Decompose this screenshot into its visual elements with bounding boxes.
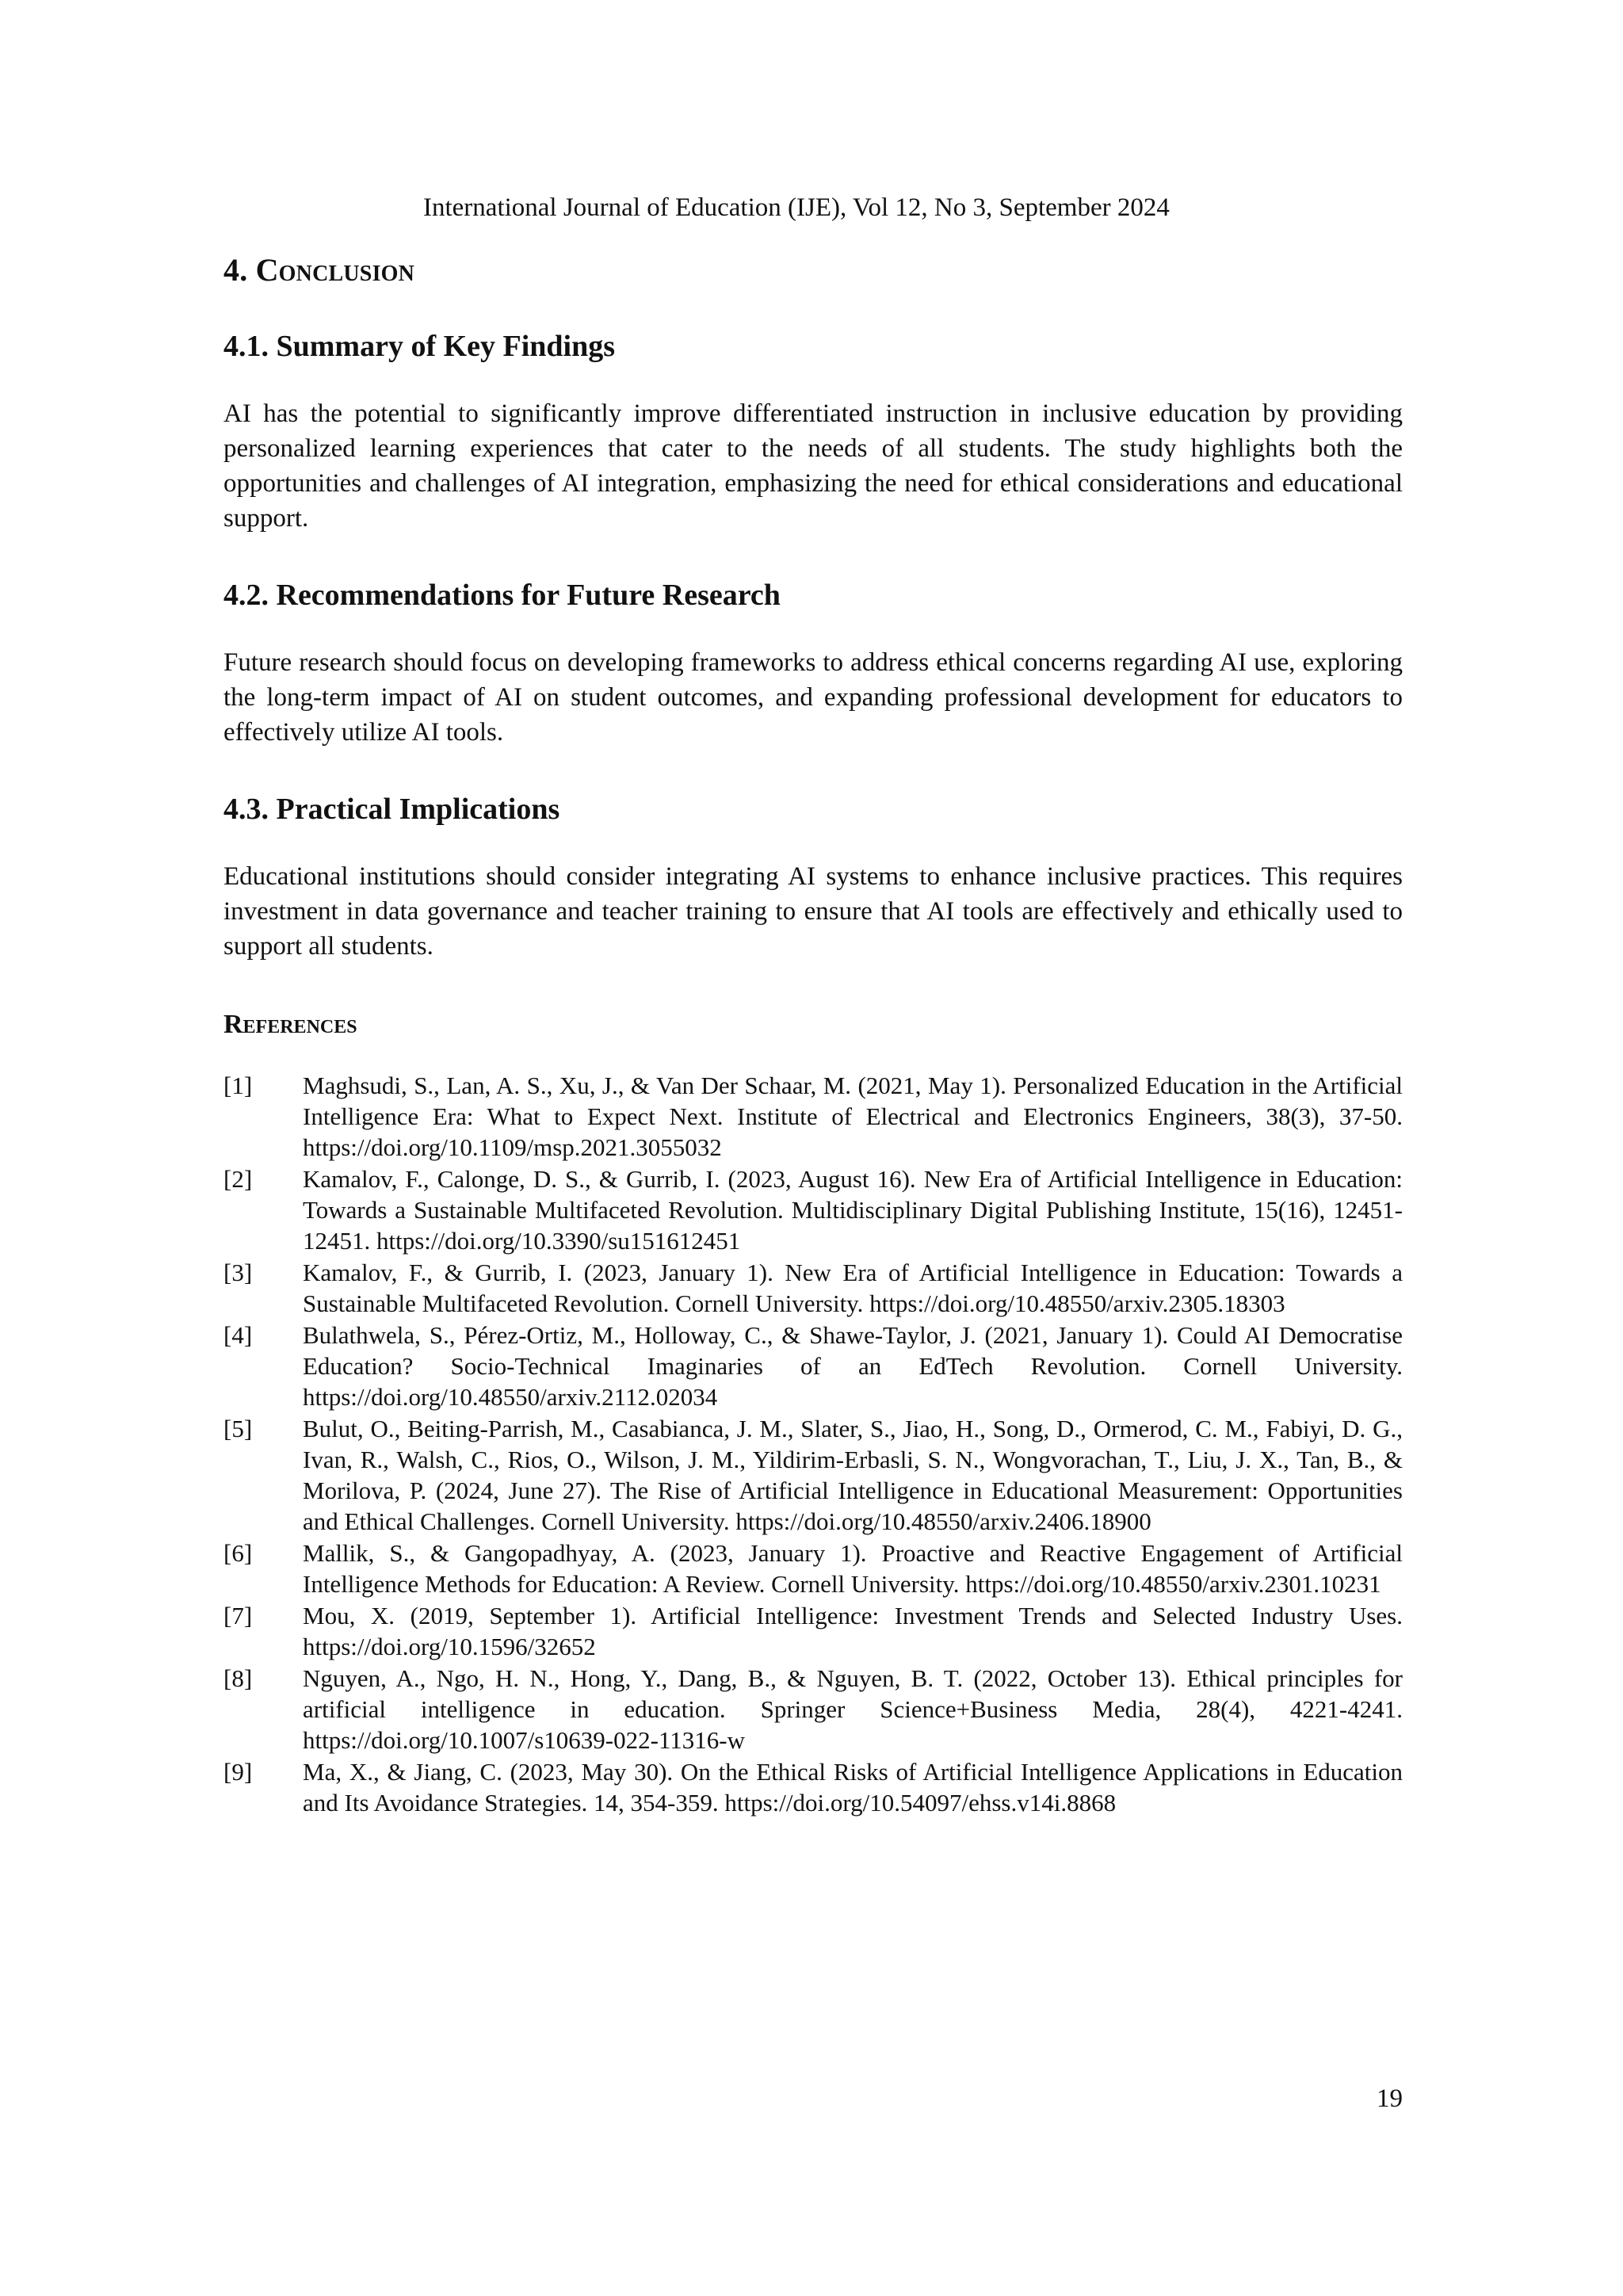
- reference-text: Kamalov, F., & Gurrib, I. (2023, January 1). New Era of Artificial Intelligence in Education: Towards a Sustainable Multifaceted Revolution. Cornell University. https://doi.org/10.48550/arxiv.2305.18303: [303, 1259, 1403, 1317]
- reference-number: [7]: [223, 1602, 253, 1629]
- reference-list: [223, 1070, 1403, 1818]
- subsection-title-future-research: 4.2. Recommendations for Future Research: [223, 579, 781, 612]
- summary-paragraph: AI has the potential to significantly improve differentiated instruction in inclusive education by providing personalized learning experiences that cater to the needs of all students. The study highlights both the opportunities and challenges of AI integration, emphasizing the need for ethical considerations and educational support.: [223, 399, 1403, 533]
- references-title: References: [223, 1010, 357, 1039]
- page-content: [223, 249, 1403, 1819]
- reference-number: [9]: [223, 1758, 253, 1786]
- reference-item: [223, 1320, 1403, 1412]
- practical-implications-paragraph: Educational institutions should consider integrating AI systems to enhance inclusive practices. This requires investment in data governance and teacher training to ensure that AI tools are effectively and ethically used to support all students.: [223, 862, 1403, 961]
- reference-text: Nguyen, A., Ngo, H. N., Hong, Y., Dang, B., & Nguyen, B. T. (2022, October 13). Ethical principles for artificial intelligence in education. Springer Science+Business Media, 28(4), 4221-4241. https://doi.org/10.1007/s10639-022-11316-w: [303, 1664, 1403, 1754]
- reference-number: [2]: [223, 1165, 253, 1193]
- future-research-paragraph: Future research should focus on developing frameworks to address ethical concerns regarding AI use, exploring the long-term impact of AI on student outcomes, and expanding professional development for educators to effectively utilize AI tools.: [223, 648, 1403, 747]
- subsection-title-summary: 4.1. Summary of Key Findings: [223, 330, 616, 363]
- reference-item: [223, 1663, 1403, 1755]
- reference-number: [5]: [223, 1415, 253, 1442]
- reference-item: [223, 1257, 1403, 1319]
- reference-item: [223, 1600, 1403, 1662]
- reference-text: Kamalov, F., Calonge, D. S., & Gurrib, I. (2023, August 16). New Era of Artificial Intelligence in Education: Towards a Sustainable Multifaceted Revolution. Multidisciplinary Digital Publishing Institute, 15(16), 12451-12451. https://doi.org/10.3390/su151612451: [303, 1165, 1403, 1255]
- subsection-title-practical-implications: 4.3. Practical Implications: [223, 793, 560, 826]
- reference-text: Ma, X., & Jiang, C. (2023, May 30). On the Ethical Risks of Artificial Intelligence Applications in Education and Its Avoidance Strategies. 14, 354-359. https://doi.org/10.54097/ehss.v14i.8868: [303, 1758, 1403, 1817]
- reference-item: [223, 1756, 1403, 1818]
- reference-item: [223, 1070, 1403, 1163]
- reference-text: Mallik, S., & Gangopadhyay, A. (2023, January 1). Proactive and Reactive Engagement of Artificial Intelligence Methods for Education: A Review. Cornell University. https://doi.org/10.48550/arxiv.2301.10231: [303, 1539, 1403, 1598]
- reference-number: [1]: [223, 1072, 253, 1099]
- reference-number: [3]: [223, 1259, 253, 1286]
- section-title-conclusion: 4. Conclusion: [223, 252, 415, 288]
- reference-text: Bulut, O., Beiting-Parrish, M., Casabianca, J. M., Slater, S., Jiao, H., Song, D., Ormerod, C. M., Fabiyi, D. G., Ivan, R., Walsh, C., Rios, O., Wilson, J. M., Yildirim-Erbasli, S. N., Wongvorachan, T., Liu, J. X., Tan, B., & Morilova, P. (2024, June 27). The Rise of Artificial Intelligence in Educational Measurement: Opportunities and Ethical Challenges. Cornell University. https://doi.org/10.48550/arxiv.2406.18900: [303, 1415, 1403, 1535]
- reference-number: [4]: [223, 1321, 253, 1349]
- reference-item: [223, 1163, 1403, 1256]
- reference-number: [8]: [223, 1664, 253, 1692]
- reference-item: [223, 1538, 1403, 1599]
- reference-text: Maghsudi, S., Lan, A. S., Xu, J., & Van Der Schaar, M. (2021, May 1). Personalized Education in the Artificial Intelligence Era: What to Expect Next. Institute of Electrical and Electronics Engineers, 38(3), 37-50. https://doi.org/10.1109/msp.2021.3055032: [303, 1072, 1403, 1161]
- reference-text: Bulathwela, S., Pérez-Ortiz, M., Holloway, C., & Shawe-Taylor, J. (2021, January 1). Could AI Democratise Education? Socio-Technical Imaginaries of an EdTech Revolution. Cornell University. https://doi.org/10.48550/arxiv.2112.02034: [303, 1321, 1403, 1411]
- running-header: International Journal of Education (IJE), Vol 12, No 3, September 2024: [423, 193, 1170, 222]
- page-number: 19: [1377, 2084, 1403, 2113]
- reference-number: [6]: [223, 1539, 253, 1567]
- reference-text: Mou, X. (2019, September 1). Artificial Intelligence: Investment Trends and Selected Industry Uses. https://doi.org/10.1596/32652: [303, 1602, 1403, 1660]
- reference-item: [223, 1413, 1403, 1537]
